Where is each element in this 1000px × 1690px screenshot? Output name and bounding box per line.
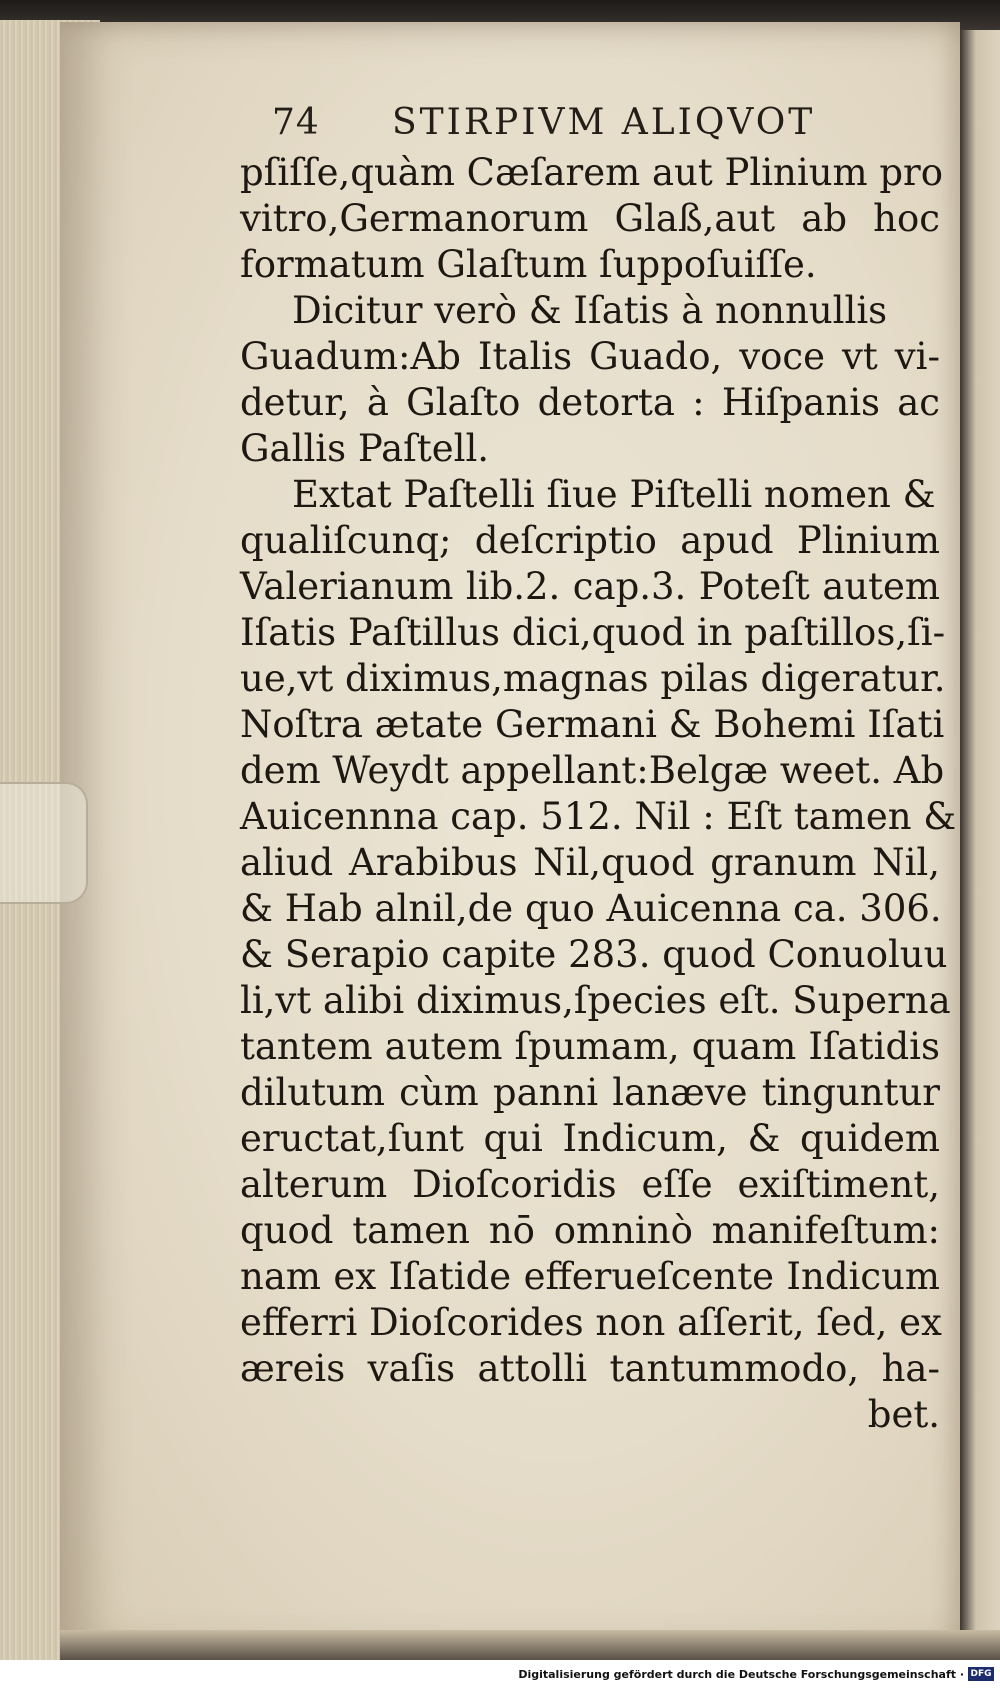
text-line: Valerianum lib.2. cap.3. Poteſt autem bbox=[240, 565, 940, 608]
text-line: formatum Glaſtum ſuppoſuiſſe. bbox=[240, 243, 817, 286]
text-line: eructat,ſunt qui Indicum, & quidem bbox=[240, 1117, 940, 1160]
text-line: dem Weydt appellant:Belgæ weet. Ab bbox=[240, 749, 945, 792]
text-line: Extat Paſtelli ſiue Piſtelli nomen & bbox=[292, 473, 936, 516]
text-line: qualiſcunq; deſcriptio apud Plinium bbox=[240, 519, 940, 562]
text-line: Iſatis Paſtillus dici,quod in paſtillos,ſi- bbox=[240, 611, 946, 654]
page-body-text bbox=[240, 150, 957, 1438]
dfg-logo: DFG bbox=[968, 1667, 994, 1681]
text-line: & Hab alnil,de quo Auicenna ca. 306. bbox=[240, 887, 942, 930]
text-line: alterum Dioſcoridis eſſe exiſtiment, bbox=[240, 1163, 940, 1206]
text-line: & Serapio capite 283. quod Conuoluu bbox=[240, 933, 948, 976]
page-number: 74 bbox=[272, 102, 320, 143]
running-head-title: STIRPIVM ALIQVOT bbox=[392, 102, 816, 143]
text-line: Guadum:Ab Italis Guado, voce vt vi- bbox=[240, 335, 940, 378]
text-line: aliud Arabibus Nil,quod granum Nil, bbox=[240, 841, 940, 884]
text-line: vitro,Germanorum Glaß,aut ab hoc bbox=[240, 197, 940, 240]
running-header bbox=[272, 102, 832, 152]
text-line: bet. bbox=[867, 1393, 940, 1436]
text-line: pſiſſe,quàm Cæſarem aut Plinium pro bbox=[240, 151, 944, 194]
text-line: efferri Dioſcorides non aſſerit, ſed, ex bbox=[240, 1301, 942, 1344]
text-line: Gallis Paſtell. bbox=[240, 427, 490, 470]
text-line: li,vt alibi diximus,ſpecies eſt. Superna bbox=[240, 979, 951, 1022]
facing-page-edge bbox=[960, 30, 1000, 1660]
digitization-footer bbox=[0, 1662, 1000, 1690]
text-line: tantem autem ſpumam, quam Iſatidis bbox=[240, 1025, 940, 1068]
funding-credit: Digitalisierung gefördert durch die Deutsche Forschungsgemeinschaft · bbox=[518, 1668, 964, 1681]
page-tab-marker bbox=[0, 782, 88, 904]
text-line: Noſtra ætate Germani & Bohemi Iſati bbox=[240, 703, 945, 746]
text-line: dilutum cùm panni lanæve tinguntur bbox=[240, 1071, 940, 1114]
text-line: Auicennna cap. 512. Nil : Eſt tamen & bbox=[240, 795, 957, 838]
page-bottom-edge bbox=[60, 1630, 1000, 1660]
text-line: Dicitur verò & Iſatis à nonnullis bbox=[292, 289, 888, 332]
text-line: æreis vaſis attolli tantummodo, ha- bbox=[240, 1347, 940, 1390]
text-line: detur, à Glaſto detorta : Hiſpanis ac bbox=[240, 381, 940, 424]
text-line: quod tamen nō omninò manifeſtum: bbox=[240, 1209, 940, 1252]
text-line: nam ex Iſatide efferueſcente Indicum bbox=[240, 1255, 940, 1298]
text-line: ue,vt diximus,magnas pilas digeratur. bbox=[240, 657, 946, 700]
